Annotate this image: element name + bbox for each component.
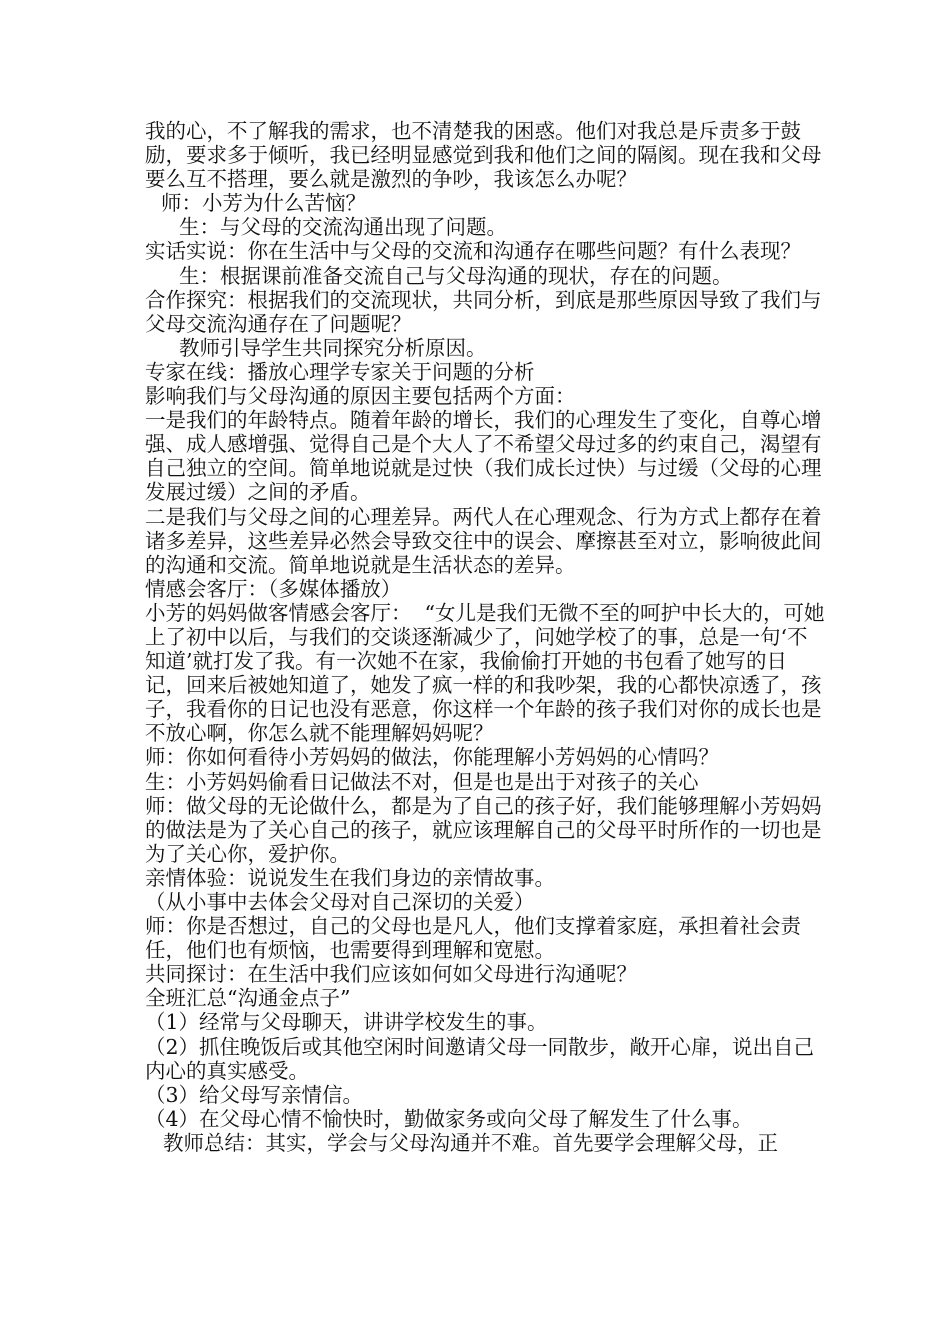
paragraph-expert-online: 专家在线：播放心理学专家关于问题的分析 [145,359,535,384]
paragraph-reasons-intro: 影响我们与父母沟通的原因主要包括两个方面： [145,384,576,409]
list-item-tip-4: （4）在父母心情不愉快时，勤做家务或向父母了解发生了什么事。 [145,1106,753,1131]
paragraph-talk-truth: 实话实说：你在生活中与父母的交流和沟通存在哪些问题？有什么表现？ [145,239,801,264]
list-item-tip-2: （2）抓住晚饭后或其他空闲时间邀请父母一同散步，敞开心扉，说出自己内心的真实感受。 [145,1034,815,1083]
paragraph-reason-two: 二是我们与父母之间的心理差异。两代人在心理观念、行为方式上都存在着诸多差异，这些差异必然会导致交往中的误会、摩擦甚至对立，影响彼此间的沟通和交流。简单地说就是生活状态的差异。 [145,504,822,577]
paragraph-student-reply: 生：小芳妈妈偷看日记做法不对，但是也是出于对孩子的关心 [145,769,699,794]
paragraph-small-things: （从小事中去体会父母对自己深切的关爱） [145,890,535,914]
document-body [145,119,825,1155]
paragraph-golden-tips-title: 全班汇总“沟通金点子” [145,986,351,1011]
paragraph-joint-discussion: 共同探讨：在生活中我们应该如何如父母进行沟通呢？ [145,962,637,987]
paragraph-teacher-reflect: 师：你是否想过，自己的父母也是凡人，他们支撑着家庭，承担着社会责任，他们也有烦恼，也需要得到理解和宽慰。 [145,914,801,963]
paragraph-reason-one: 一是我们的年龄特点。随着年龄的增长，我们的心理发生了变化，自尊心增强、成人感增强、觉得自己是个大人了不希望父母过多的约束自己，渴望有自己独立的空间。简单地说就是过快（我们成长过快）与过缓（父母的心理发展过缓）之间的矛盾。 [145,408,822,505]
list-item-tip-3: （3）给父母写亲情信。 [145,1082,364,1107]
paragraph-teacher-guide: 教师引导学生共同探究分析原因。 [179,335,487,360]
paragraph-teacher-ask: 师：你如何看待小芳妈妈的做法，你能理解小芳妈妈的心情吗？ [145,745,719,770]
paragraph-story-excerpt: 我的心，不了解我的需求，也不清楚我的困惑。他们对我总是斥责多于鼓励，要求多于倾听，我已经明显感觉到我和他们之间的隔阂。现在我和父母要么互不搭理，要么就是激烈的争吵，我该怎么办呢？ [145,119,822,192]
paragraph-teacher-summary: 教师总结：其实，学会与父母沟通并不难。首先要学会理解父母，正 [163,1130,778,1155]
paragraph-teacher-explain: 师：做父母的无论做什么，都是为了自己的孩子好，我们能够理解小芳妈妈的做法是为了关心自己的孩子，就应该理解自己的父母平时所作的一切也是为了关心你，爱护你。 [145,793,822,866]
paragraph-student-prepare: 生：根据课前准备交流自己与父母沟通的现状，存在的问题。 [179,263,733,288]
paragraph-teacher-question: 师：小芳为什么苦恼？ [161,191,366,216]
paragraph-family-experience: 亲情体验：说说发生在我们身边的亲情故事。 [145,865,555,890]
paragraph-student-answer: 生：与父母的交流沟通出现了问题。 [179,215,507,240]
paragraph-mother-story: 小芳的妈妈做客情感会客厅： “女儿是我们无微不至的呵护中长大的，可她上了初中以后，与我们的交谈逐渐减少了，问她学校了的事，总是一句‘不知道’就打发了我。有一次她不在家，我偷偷打开她的书包看了她写的日记，回来后被她知道了，她发了疯一样的和我吵架，我的心都快凉透了，孩子，我看你的日记也没有恶意，你这样一个年龄的孩子我们对你的成长也是不放心啊，你怎么就不能理解妈妈呢？ [145,600,825,746]
paragraph-cooperative-inquiry: 合作探究：根据我们的交流现状，共同分析，到底是那些原因导致了我们与父母交流沟通存在了问题呢？ [145,287,822,336]
paragraph-emotion-lounge: 情感会客厅：（多媒体播放） [145,576,402,601]
list-item-tip-1: （1）经常与父母聊天，讲讲学校发生的事。 [145,1010,548,1035]
